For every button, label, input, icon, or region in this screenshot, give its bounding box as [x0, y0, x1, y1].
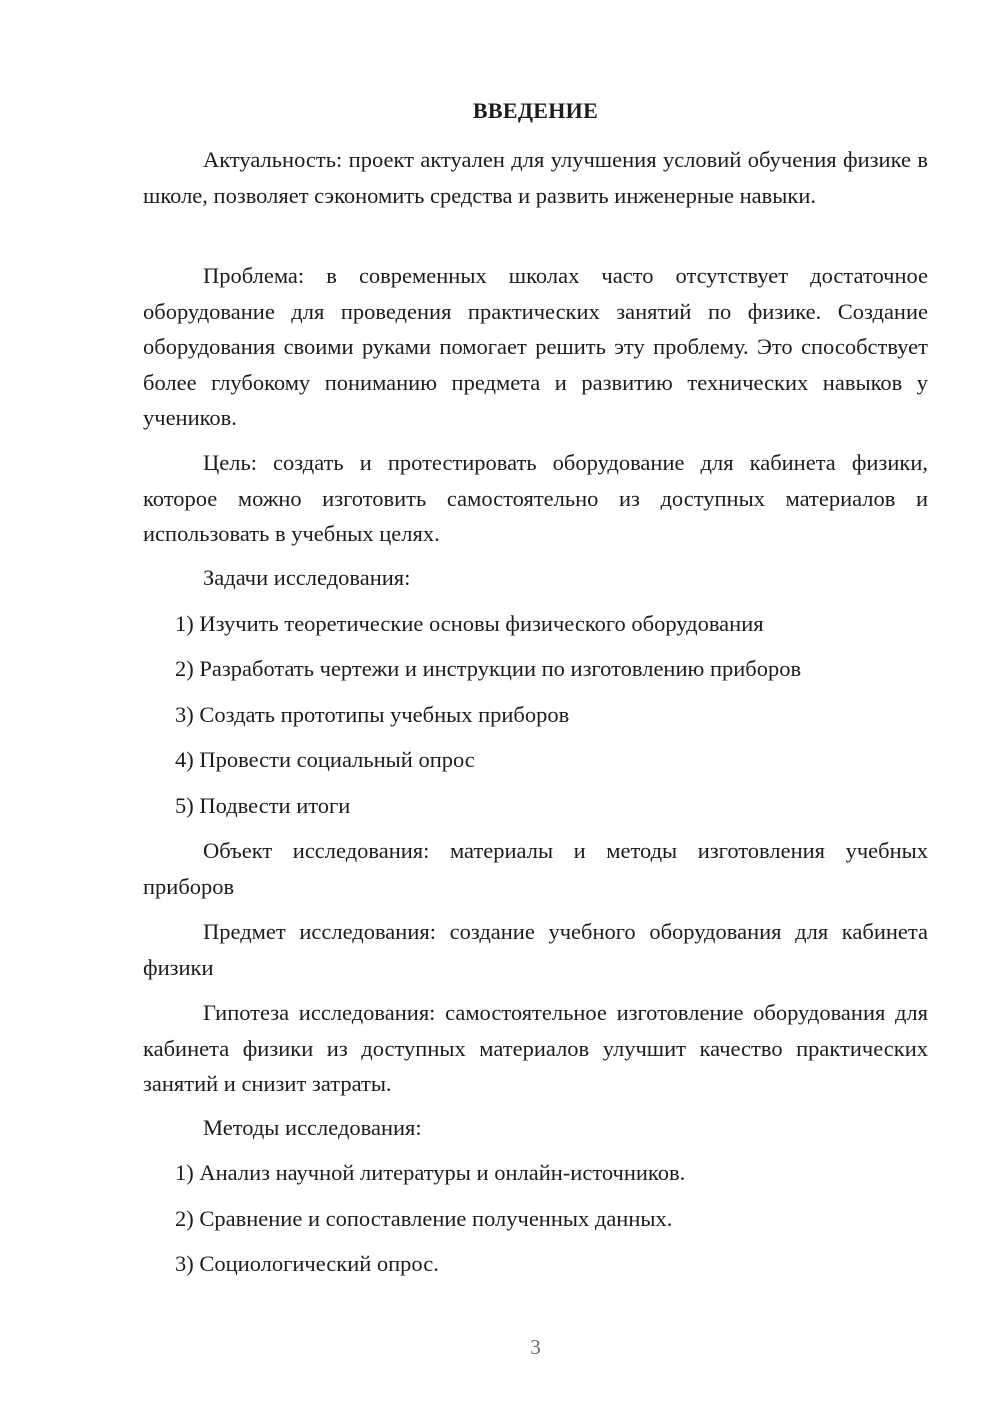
- task-item: 3) Создать прототипы учебных приборов: [175, 702, 570, 727]
- goal-paragraph: Цель: создать и протестировать оборудование для кабинета физики, которое можно изготовить самостоятельно из доступных материалов и использовать в учебных целях.: [143, 450, 928, 546]
- relevance-paragraph: Актуальность: проект актуален для улучшения условий обучения физике в школе, позволяет сэкономить средства и развить инженерные навыки.: [143, 147, 928, 208]
- task-item: 4) Провести социальный опрос: [175, 747, 475, 772]
- methods-label: Методы исследования:: [203, 1115, 422, 1140]
- task-item: 1) Изучить теоретические основы физического оборудования: [175, 611, 764, 636]
- task-item: 5) Подвести итоги: [175, 793, 351, 818]
- method-item: 1) Анализ научной литературы и онлайн-источников.: [175, 1160, 686, 1185]
- object-paragraph: Объект исследования: материалы и методы изготовления учебных приборов: [143, 838, 928, 899]
- method-item: 3) Социологический опрос.: [175, 1251, 439, 1276]
- tasks-label: Задачи исследования:: [203, 565, 411, 590]
- task-item: 2) Разработать чертежи и инструкции по изготовлению приборов: [175, 656, 802, 681]
- page-title: ВВЕДЕНИЕ: [472, 98, 599, 123]
- method-item: 2) Сравнение и сопоставление полученных данных.: [175, 1206, 673, 1231]
- page-number: 3: [530, 1335, 541, 1359]
- problem-paragraph: Проблема: в современных школах часто отсутствует достаточное оборудование для проведения практических занятий по физике. Создание оборудования своими руками помогает решить эту проблему. Это способствует более глубокому пониманию предмета и развитию технических навыков у учеников.: [143, 263, 928, 430]
- document-page: [143, 0, 928, 1414]
- subject-paragraph: Предмет исследования: создание учебного оборудования для кабинета физики: [143, 919, 928, 980]
- hypothesis-paragraph: Гипотеза исследования: самостоятельное изготовление оборудования для кабинета физики из доступных материалов улучшит качество практических занятий и снизит затраты.: [143, 1000, 928, 1096]
